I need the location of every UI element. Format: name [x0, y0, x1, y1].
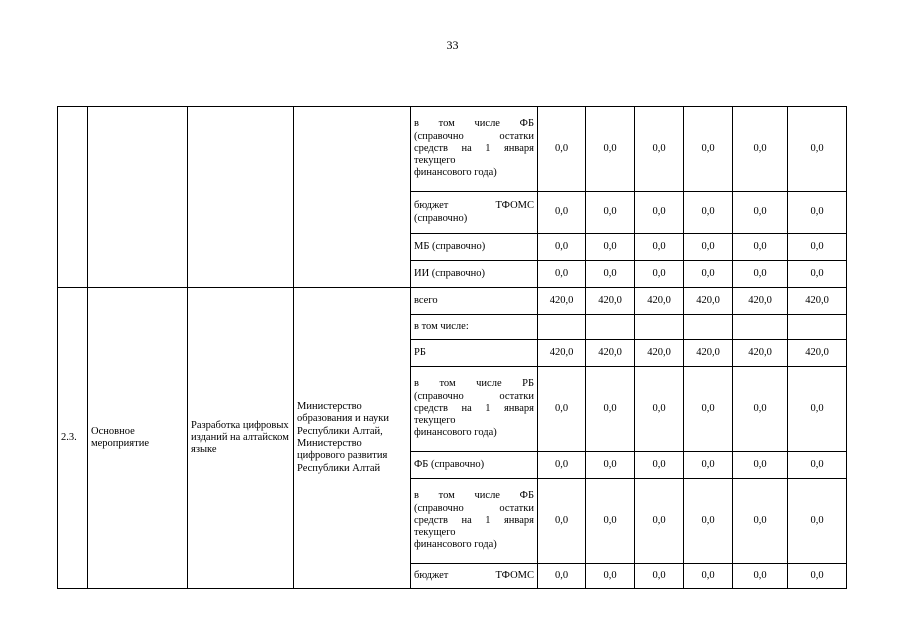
amount-cell: 0,0 [684, 234, 733, 261]
funding-source-cell [411, 107, 538, 192]
amount-cell: 0,0 [788, 564, 847, 589]
amount-cell: 0,0 [684, 479, 733, 564]
funding-source-line: финансового года) [414, 539, 497, 551]
amount-cell: 0,0 [635, 452, 684, 479]
amount-cell: 0,0 [788, 234, 847, 261]
item-executor: Министерство образования и науки Республики Алтай, Министерство цифрового развития Республики Алтай [294, 288, 411, 589]
amount-cell: 0,0 [586, 367, 635, 452]
amount-cell [733, 315, 788, 340]
funding-source-line: в том числе ФБ [414, 490, 534, 502]
amount-cell: 0,0 [788, 192, 847, 234]
amount-cell: 0,0 [586, 234, 635, 261]
amount-cell: 0,0 [538, 564, 586, 589]
budget-table-body [58, 107, 847, 589]
item-type: Основное мероприятие [88, 288, 188, 589]
funding-source-cell [411, 479, 538, 564]
amount-cell: 420,0 [635, 340, 684, 367]
amount-cell: 420,0 [635, 288, 684, 315]
funding-source-cell: всего [411, 288, 538, 315]
amount-cell [635, 315, 684, 340]
amount-cell: 0,0 [684, 192, 733, 234]
amount-cell: 0,0 [733, 367, 788, 452]
funding-source-cell [411, 564, 538, 589]
amount-cell: 0,0 [733, 234, 788, 261]
table-row [58, 288, 847, 315]
amount-cell: 0,0 [635, 192, 684, 234]
amount-cell: 0,0 [733, 479, 788, 564]
funding-source-line: бюджет ТФОМС [414, 569, 534, 581]
amount-cell: 0,0 [586, 452, 635, 479]
amount-cell: 0,0 [733, 192, 788, 234]
amount-cell: 0,0 [684, 367, 733, 452]
amount-cell: 0,0 [635, 107, 684, 192]
funding-source-line: в том числе ФБ [414, 118, 534, 130]
amount-cell: 0,0 [635, 479, 684, 564]
item-name: Разработка цифровых изданий на алтайском языке [188, 288, 294, 589]
funding-source-cell: МБ (справочно) [411, 234, 538, 261]
amount-cell: 0,0 [733, 564, 788, 589]
funding-source-line: (справочно) [414, 212, 468, 224]
funding-source-line: бюджет ТФОМС [414, 200, 534, 212]
amount-cell [788, 315, 847, 340]
amount-cell: 0,0 [733, 107, 788, 192]
budget-table [57, 106, 847, 589]
funding-source-line: текущего [414, 527, 456, 539]
funding-source-line: финансового года) [414, 427, 497, 439]
amount-cell: 0,0 [684, 452, 733, 479]
amount-cell: 0,0 [586, 192, 635, 234]
funding-source-line: (справочно остатки [414, 130, 534, 142]
funding-source-cell [411, 192, 538, 234]
funding-source-line: (справочно остатки [414, 502, 534, 514]
amount-cell: 0,0 [586, 479, 635, 564]
amount-cell: 0,0 [635, 261, 684, 288]
amount-cell [586, 315, 635, 340]
amount-cell [684, 315, 733, 340]
amount-cell: 0,0 [788, 367, 847, 452]
empty-merged-cell [294, 107, 411, 288]
funding-source-line: средств на 1 января [414, 514, 534, 526]
amount-cell: 0,0 [538, 479, 586, 564]
amount-cell: 0,0 [586, 564, 635, 589]
amount-cell: 420,0 [684, 288, 733, 315]
amount-cell: 420,0 [538, 340, 586, 367]
funding-source-cell: ФБ (справочно) [411, 452, 538, 479]
amount-cell: 0,0 [538, 192, 586, 234]
amount-cell: 0,0 [635, 367, 684, 452]
amount-cell: 420,0 [586, 340, 635, 367]
funding-source-line: текущего [414, 415, 456, 427]
funding-source-line: средств на 1 января [414, 402, 534, 414]
funding-source-cell: ИИ (справочно) [411, 261, 538, 288]
amount-cell: 0,0 [538, 367, 586, 452]
amount-cell: 420,0 [788, 340, 847, 367]
amount-cell: 0,0 [788, 261, 847, 288]
amount-cell: 0,0 [684, 564, 733, 589]
empty-merged-cell [188, 107, 294, 288]
amount-cell: 0,0 [538, 452, 586, 479]
amount-cell: 420,0 [538, 288, 586, 315]
funding-source-cell: РБ [411, 340, 538, 367]
amount-cell: 0,0 [586, 261, 635, 288]
amount-cell: 420,0 [733, 340, 788, 367]
amount-cell: 0,0 [586, 107, 635, 192]
funding-source-line: финансового года) [414, 167, 497, 179]
amount-cell: 0,0 [788, 107, 847, 192]
amount-cell: 0,0 [788, 479, 847, 564]
amount-cell: 0,0 [538, 261, 586, 288]
page-number: 33 [446, 38, 459, 52]
funding-source-line: текущего [414, 155, 456, 167]
amount-cell: 0,0 [635, 234, 684, 261]
amount-cell: 420,0 [684, 340, 733, 367]
empty-merged-cell [58, 107, 88, 288]
funding-source-line: средств на 1 января [414, 142, 534, 154]
amount-cell [538, 315, 586, 340]
amount-cell: 0,0 [733, 261, 788, 288]
amount-cell: 420,0 [788, 288, 847, 315]
funding-source-cell: в том числе: [411, 315, 538, 340]
empty-merged-cell [88, 107, 188, 288]
amount-cell: 0,0 [684, 107, 733, 192]
funding-source-cell [411, 367, 538, 452]
amount-cell: 0,0 [788, 452, 847, 479]
item-number: 2.3. [58, 288, 88, 589]
amount-cell: 0,0 [733, 452, 788, 479]
funding-source-line: в том числе РБ [414, 378, 534, 390]
amount-cell: 0,0 [635, 564, 684, 589]
amount-cell: 0,0 [538, 234, 586, 261]
amount-cell: 420,0 [733, 288, 788, 315]
funding-source-line: (справочно остатки [414, 390, 534, 402]
amount-cell: 0,0 [684, 261, 733, 288]
table-row [58, 107, 847, 192]
amount-cell: 420,0 [586, 288, 635, 315]
amount-cell: 0,0 [538, 107, 586, 192]
